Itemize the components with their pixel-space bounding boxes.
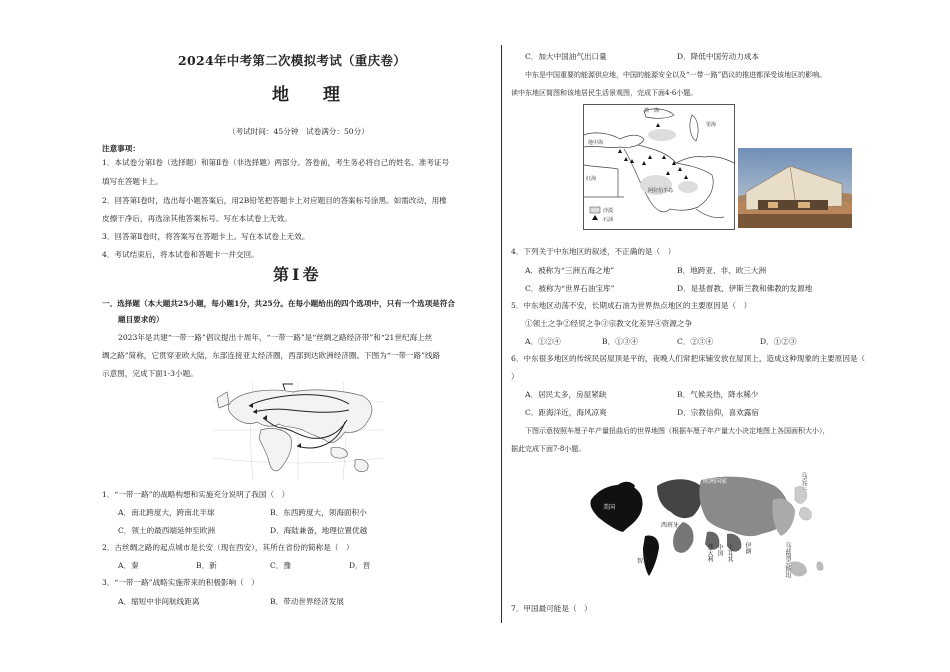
notice-line: 1．本试卷分第Ⅰ卷（选择题）和第Ⅱ卷（非选择题）两部分。答卷前，考生务必将自己的姓名、准考证号 xyxy=(102,158,450,167)
volume-title: 第Ⅰ卷 xyxy=(273,265,322,284)
intro-line: 2023年是共建“一带一路”倡议提出十周年，“一带一路”是“丝绸之路经济带”和“21世纪海上丝 xyxy=(118,333,433,342)
option-c[interactable]: C．加大中国油气出口量 xyxy=(525,52,607,61)
intro-line: 绸之路”简称，它贯穿亚欧大陆，东部连接亚太经济圈，西部到达欧洲经济圈。下图为“一带一路”线路 xyxy=(102,351,441,360)
option-a[interactable]: A．秦 xyxy=(118,561,139,570)
option-c[interactable]: C．被称为“世界石油宝库” xyxy=(525,284,615,293)
option-d[interactable]: D．宗教信仰，喜欢露宿 xyxy=(677,408,760,417)
intro-line: 读中东地区简图和该地居民生活景观图，完成下面4-6小题。 xyxy=(511,89,698,97)
question-stem: ） xyxy=(511,372,519,381)
option-d[interactable]: D．①②③ xyxy=(760,337,797,346)
subject-title: 地 理 xyxy=(272,85,354,105)
option-d[interactable]: D．降低中国劳动力成本 xyxy=(677,52,760,61)
legend-desert: 沙漠 xyxy=(603,208,614,214)
question-stem: 7．甲国最可能是（ ） xyxy=(511,604,592,613)
option-a[interactable]: A．南北跨度大，跨南北半球 xyxy=(118,508,215,517)
exam-info: （考试时间：45分钟 试卷满分：50分） xyxy=(228,127,369,136)
option-c[interactable]: C．豫 xyxy=(270,561,291,570)
question-stem: 4．下列关于中东地区的叙述，不正确的是（ ） xyxy=(511,247,676,256)
option-c[interactable]: C．领土的最西端延伸至欧洲 xyxy=(118,526,215,535)
label-china: 中国 xyxy=(716,544,723,556)
option-a[interactable]: A．居民太多，房屋紧缺 xyxy=(525,390,607,399)
intro-line: 示意图，完成下面1-3小题。 xyxy=(102,369,198,378)
intro-line: 据此完成下面7-8小题。 xyxy=(511,445,586,453)
notice-line: 2．回答第Ⅰ卷时，选出每小题答案后，用2B铅笔把答题卡上对应题目的答案标号涂黑。如需改动，用橡 xyxy=(102,196,447,205)
label-europe: 欧洲国家 xyxy=(703,478,728,485)
notice-heading: 注意事项： xyxy=(102,144,140,153)
tent-landscape-photo xyxy=(738,148,852,228)
option-b[interactable]: B．气候炎热，降水稀少 xyxy=(677,390,759,399)
legend-oil: 石油 xyxy=(603,217,614,223)
label-turkey: 土耳其 xyxy=(726,544,733,562)
cherry-cartogram xyxy=(585,466,837,588)
question-options-list: ①领土之争②经贸之争③宗教文化差异④资源之争 xyxy=(525,319,693,328)
map-label-mediterranean: 地中海 xyxy=(588,140,604,146)
label-usa: 美国 xyxy=(603,504,616,511)
option-c[interactable]: C．距海洋近，海风凉爽 xyxy=(525,408,607,417)
map-label-black-sea: 黑 海 xyxy=(644,108,660,114)
belt-road-map xyxy=(213,382,383,480)
label-italy: 意大利 xyxy=(706,544,713,562)
question-stem: 5．中东地区动荡不安，长期成石油为世界热点地区的主要原因是（ ） xyxy=(511,301,752,310)
map-label-caspian: 里海 xyxy=(706,122,717,128)
label-chile: 智利 xyxy=(637,558,650,565)
question-stem: 2．古丝绸之路的起点城市是长安（现在西安），其所在省份的简称是（ ） xyxy=(102,543,354,552)
option-b[interactable]: B．东西跨度大，领海面积小 xyxy=(270,508,367,517)
intro-line: 下图示意按照车厘子年产量扭曲后的世界地图（根据车厘子年产量大小决定地图上各国面积大小）， xyxy=(525,427,830,435)
notice-line: 皮擦干净后，再选涂其他答案标号。写在本试卷上无效。 xyxy=(102,214,292,223)
option-b[interactable]: B．地跨亚、非、欧三大洲 xyxy=(677,266,767,275)
map-label-red-sea: 红海 xyxy=(586,176,597,182)
map-label-arabian-peninsula: 阿拉伯半岛 xyxy=(648,188,674,194)
notice-line: 3．回答第Ⅱ卷时，将答案写在答题卡上。写在本试卷上无效。 xyxy=(102,232,310,241)
section-heading: 题目要求的） xyxy=(118,315,164,324)
label-uzbekistan: 乌兹别克斯坦 xyxy=(784,542,791,578)
column-divider xyxy=(501,45,502,623)
option-a[interactable]: A．①②④ xyxy=(525,337,561,346)
option-b[interactable]: B．①③④ xyxy=(602,337,638,346)
question-stem: 3．“一带一路”战略实施带来的积极影响（ ） xyxy=(102,578,259,587)
label-iran: 伊朗 xyxy=(744,542,751,554)
notice-line: 填写在答题卡上。 xyxy=(102,177,163,186)
section-heading: 一、选择题（本大题共25小题，每小题1分，共25分。在每小题给出的四个选项中，只有一个选项是符合 xyxy=(102,299,455,308)
option-a[interactable]: A．缩短中非间航线距离 xyxy=(118,597,200,606)
label-spain: 西班牙 xyxy=(661,522,680,529)
option-a[interactable]: A．被称为“三洲五海之地” xyxy=(525,266,615,275)
middle-east-map xyxy=(583,104,735,230)
exam-title: 2024年中考第二次模拟考试（重庆卷） xyxy=(178,53,406,68)
option-c[interactable]: C．②③④ xyxy=(677,337,714,346)
label-ukraine: 乌克兰 xyxy=(800,472,807,490)
intro-line: 中东是中国重要的能源供应地，中国的能源安全以及“一带一路”倡议的推进都深受该地区的影响。 xyxy=(525,71,827,79)
option-d[interactable]: D．海陆兼备，地理位置优越 xyxy=(270,526,368,535)
option-b[interactable]: B．新 xyxy=(196,561,217,570)
option-d[interactable]: D．晋 xyxy=(349,561,371,570)
option-b[interactable]: B．带动世界经济发展 xyxy=(270,597,344,606)
option-d[interactable]: D．是基督教、伊斯兰教和佛教的发源地 xyxy=(677,284,813,293)
notice-line: 4．考试结束后，将本试卷和答题卡一并交回。 xyxy=(102,250,259,259)
question-stem: 1．“一带一路”的战略构想和实施充分说明了我国（ ） xyxy=(102,490,290,499)
question-stem: 6．中东很多地区的传统民居屋顶是平的，夜晚人们常把床铺安放在屋顶上，造成这种现象的主要原因是（ xyxy=(511,354,866,363)
